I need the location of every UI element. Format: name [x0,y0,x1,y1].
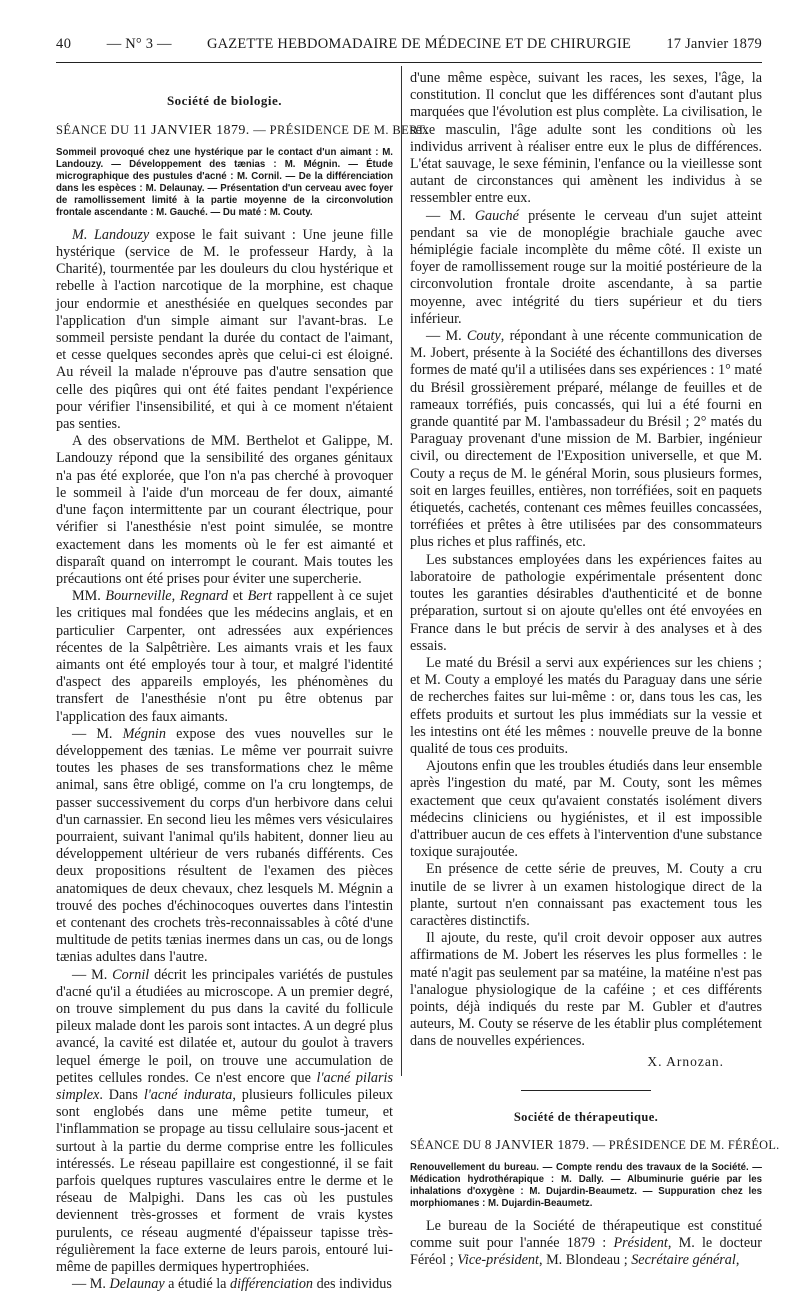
right-column [410,70,780,1269]
paragraph-landouzy: M. Landouzy expose le fait suivant : Une jeune fille hystérique (service de M. le professeur Hardy, à la Charité), tourmentée par les douleurs du clou hystérique et rebelle à l'action narcotique de la morphine, est chaque jour endormie et anesthésiée en quelques secondes par l'application d'un simple aimant sur l'avant-bras. Le sommeil persiste pendant la durée du contact de l'aimant, et cesse quelques secondes après que celui-ci est éloigné. Au réveil la malade n'éprouve pas d'autre sensation que celle des piqûres qui ont été faites pendant l'expérience pour vérifier l'insensibilité, et qui à ce moment n'étaient pas senties. [56,226,393,433]
speaker-name: Bert [247,588,273,605]
speaker-name: M. Landouzy [72,226,150,243]
session-summary-2: Renouvellement du bureau. — Compte rendu des travaux de la Société. — Médication hydrothérapique : M. Dally. — Albuminurie guérie par les inhalations d'oxygène : M. Dujardin-Beaumetz. — Suppuration chez les morphiomanes : M. Dujardin-Beaumetz. [410,1162,762,1209]
speaker-name: Bourneville [105,588,172,605]
term: différenciation [230,1276,314,1293]
issue-date: 17 Janvier 1879 [666,36,762,52]
paragraph-couty: — M. Couty, répondant à une récente communication de M. Jobert, présente à la Société des échantillons des diverses formes de maté qu'il a utilisées dans ses expériences : 1° maté du Brésil grossièrement préparé, mélange de feuilles et de rameaux torréfiés, puis concassés, qui lui a été fourni en grande quantité par M. l'ambassadeur du Brésil ; 2° matés du Paraguay provenant d'une mission de M. Barbier, ingénieur civil, ou directement de l'Exposition universelle, et que M. Couty a reçus de M. le général Morin, sous plusieurs formes, soit en larges feuilles, entières, non torréfiées, soit en paquets étiquetés, cachetés, contenant ces mêmes feuilles concassées, torréfiées et prêtes à être utilisées par des consommateurs plus riches et plus raffinés, etc. [410,328,762,551]
seance-prefix: SÉANCE DU [56,123,130,138]
section-title-biologie: Société de biologie. [166,93,283,108]
author-signature: X. Arnozan. [647,1053,724,1069]
speaker-name: Couty [466,328,501,345]
session-summary: Sommeil provoqué chez une hystérique par le contact d'un aimant : M. Landouzy. — Développement des tænias : M. Mégnin. — Étude micrographique des pustules d'acné : M. Cornil. — De la différenciation dans les espèces : M. Delaunay. — Présentation d'un cerveau avec foyer de ramollissement limité à la partie moyenne de la circonvolution frontale ascendante : M. Gauché. — Du maté : M. Couty. [56,147,393,218]
paragraph-megnin: — M. Mégnin expose des vues nouvelles sur le développement des tænias. Le même ver pourrait suivre toutes les phases de ses transformations chez le même animal, sans être obligé, comme on l'a cru longtemps, de passer successivement du corps d'un herbivore dans celui d'un carnassier. En second lieu les mêmes vers vésiculaires pourraient, suivant l'animal qu'ils habitent, donner lieu au développement ultérieur de vers rubanés différents. Ces deux propositions résultent de l'examen des pièces anatomiques de deux chevaux, chez lesquels M. Mégnin a trouvé des poches d'échinocoques ouvertes dans l'intestin et contenant des crochets très-reconnaissables à côté d'une multitude de petits tænias inermes dans un cas, ou de longs tænias adultes dans l'autre. [56,725,393,966]
speaker-name: Regnard [179,588,229,605]
paragraph-substances: Les substances employées dans les expériences faites au laboratoire de pathologie expérimentale présentent donc toutes les garanties désirables d'authenticité et de bonne préparation, surtout si on ajoute qu'elles ont été envoyées en France dans le but précis de servir à des analyses et à des essais. [410,551,762,654]
column-divider [401,66,402,1076]
paragraph-gauche: — M. Gauché présente le cerveau d'un sujet atteint pendant sa vie de monoplégie brachiale gauche avec hémiplégie faciale incomplète du même côté. Il existe un foyer de ramollissement rouge sur la moitié postérieure de la circonvolution frontale droite ascendante, à sa partie moyenne, avec intégrité du tiers supérieur et du tiers inférieur. [410,207,762,327]
speaker-name: Mégnin [122,725,166,742]
speaker-name: Delaunay [109,1276,165,1293]
journal-title: GAZETTE HEBDOMADAIRE DE MÉDECINE ET DE CHIRURGIE [206,36,632,52]
role-title: Secrétaire général [631,1252,736,1269]
term: l'acné pilaris simplex [56,1069,393,1103]
page-number: 40 [56,36,72,52]
left-column [56,70,428,1293]
paragraph-bourneville: MM. Bourneville, Regnard et Bert rappellent à ce sujet les critiques mal fondées que les médecins anglais, et en particulier Carpenter, ont adressées aux expériences récentes de la Salpêtrière. Les aimants vrais et les faux aimants ont été employés tour à tour, et malgré l'identité d'aspect des appareils employés, les phénomènes du transfert de l'anesthésie n'ont pu être obtenus par l'application des faux aimants. [56,588,393,725]
role-title: Président [613,1235,668,1252]
paragraph-cornil: — M. Cornil décrit les principales variétés de pustules d'acné qu'il a étudiées au microscope. A un premier degré, on trouve simplement du pus dans la cavité du follicule pileux malade dont les parois sont intactes. A un degré plus avancé, la cavité est dilatée et, autour du goulot à travers lequel émerge le poil, on trouve une accumulation de petites cellules rondes. Ce n'est encore que l'acné pilaris simplex. Dans l'acné indurata, plusieurs follicules pileux sont englobés dans une même petite tumeur, et l'inflammation se propage au tissu cellulaire sous-jacent et surtout à la partie du derme comprise entre les follicules intéressés. Le réseau papillaire est congestionné, il se fait parfois quelques ruptures vasculaires entre le derme et le réseau de Malpighi. Dans les cas où les pustules deviennent très-grosses et forment de vrais kystes purulents, ce réseau augmenté d'épaisseur tapisse très-régulièrement la face externe de leurs parois, entouré lui-même de papilles dermiques hypertrophiées. [56,966,393,1276]
paragraph-troubles: Ajoutons enfin que les troubles étudiés dans leur ensemble après l'ingestion du maté, par M. Couty, sont les mêmes exactement que ceux qu'avaient constatés isolément divers médecins cliniciens ou hygiénistes, et il est impossible d'attribuer aucun de ces effets à l'intervention d'une substance toxique surajoutée. [410,758,762,861]
header-rule [56,62,762,63]
page-header [56,36,762,58]
paragraph-observations: A des observations de MM. Berthelot et Galippe, M. Landouzy répond que la sensibilité des organes génitaux n'a pas été explorée, que l'on n'a pas cherché à provoquer le sommeil à l'aide d'un morceau de fer doux, aimanté d'une façon intermittente par un courant électrique, pour vérifier si l'anesthésie n'est point simulée, se montre exactement dans les moments où le fer est aimanté et disparaît quand on interrompt le courant. Mais toutes les précautions ont été prises pour éviter une supercherie. [56,433,393,587]
seance-presidence: — PRÉSIDENCE DE M. FÉRÉOL. [592,1137,780,1152]
section-title-therapeutique: Société de thérapeutique. [513,1109,659,1124]
seance-line [56,122,428,139]
seance-line-2 [410,1136,780,1154]
section-separator [521,1090,651,1091]
paragraph-reserves: Il ajoute, du reste, qu'il croit devoir opposer aux autres affirmations de M. Jobert les réserves les plus formelles : le maté n'agit pas seulement par sa matéine, la matéine n'est pas l'analogue physiologique de la caféine ; et ces différents points, déjà indiqués du reste par M. Gubler et d'autres auteurs, M. Couty se réserve de les établir plus complétement dans de nouvelles expériences. [410,930,762,1050]
paragraph-mate-bresil: Le maté du Brésil a servi aux expériences sur les chiens ; et M. Couty a employé les matés du Paraguay dans une série de recherches faites sur lui-même : or, dans tous les cas, les effets produits et surtout les plus immédiats sur la vessie et les intestins ont été les mêmes : nouvelle preuve de la bonne qualité de tous ces produits. [410,654,762,757]
paragraph-preuves: En présence de cette série de preuves, M. Couty a cru inutile de se livrer à un examen histologique direct de la plante, surtout n'en connaissant pas exactement tous les caractères distinctifs. [410,861,762,929]
seance-date: 11 JANVIER 1879. [132,123,250,139]
paragraph-delaunay: — M. Delaunay a étudié la différenciation des individus [72,1276,392,1293]
speaker-name: Cornil [112,966,150,983]
seance-date: 8 JANVIER 1879. [484,1136,590,1152]
seance-presidence: — PRÉSIDENCE DE M. BERT. [253,123,428,138]
paragraph-delaunay-cont: d'une même espèce, suivant les races, les sexes, l'âge, la constitution. Il conclut que les différences sont d'autant plus marquées que l'évolution est plus complète. La civilisation, le sexe masculin, l'âge adulte sont les conditions où les individus arrivent à réaliser entre eux le plus de différences. L'état sauvage, le sexe féminin, l'enfance ou la vieillesse sont autant de circonstances qui amènent les individus à se ressembler entre eux. [410,70,762,207]
seance-prefix: SÉANCE DU [410,1137,482,1152]
speaker-name: Gauché [474,207,519,224]
role-title: Vice-président [457,1252,539,1269]
issue-number: — N° 3 — [106,36,172,52]
term: l'acné indurata [143,1087,233,1103]
paragraph-bureau: Le bureau de la Société de thérapeutique est constitué comme suit pour l'année 1879 : Président, M. le docteur Féréol ; Vice-président, M. Blondeau ; Secrétaire général, [410,1217,762,1269]
